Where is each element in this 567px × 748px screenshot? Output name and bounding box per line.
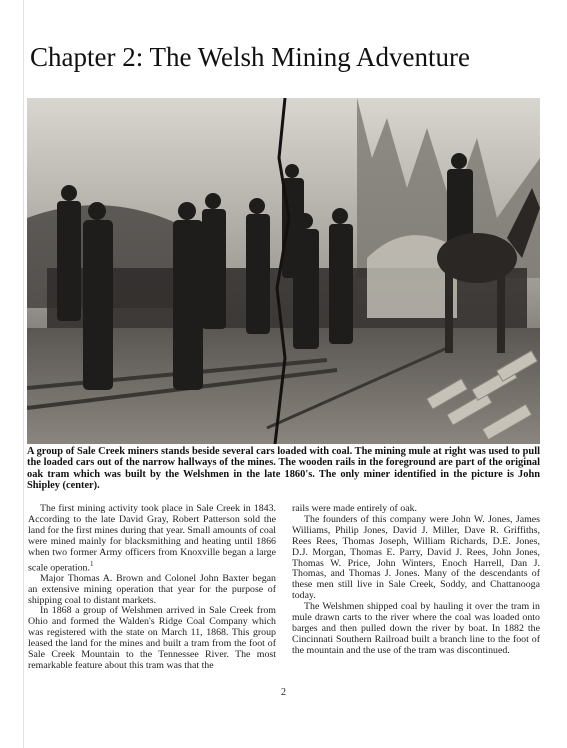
body-column-left (28, 504, 276, 672)
photo-caption: A group of Sale Creek miners stands beside several cars loaded with coal. The mining mule at right was used to pull the loaded cars out of the narrow hallways of the mines. The wooden rails in the foreground are part of the original oak tram which was built by the Welshmen in the late 1860's. The only miner identified in the picture is John Shipley (center). (27, 446, 540, 492)
historic-photo (27, 98, 540, 444)
body-column-right (292, 504, 540, 657)
paragraph: The founders of this company were John W. Jones, James Williams, Philip Jones, David J. Miller, Dave R. Griffiths, Rees Rees, Thomas Joseph, William Richards, D.E. Jones, D.J. Morgan, Thomas E. Parry, David J. Rees, John Jones, Thomas W. Price, John Winters, Enoch Harrell, Dan J. Thomas, and Thomas J. Jones. Many of the descendants of these men still live in Sale Creek, Soddy, and Chattanooga today. (292, 513, 540, 602)
page-number: 2 (281, 687, 286, 698)
paragraph: In 1868 a group of Welshmen arrived in Sale Creek from Ohio and formed the Walden's Ridge Coal Company which was registered with the state on March 11, 1868. This group leased the land for the mines and built a tram from the foot of Sale Creek Mountain to the Tennessee River. The most remarkable feature about this tram was that the (28, 605, 276, 671)
chapter-title: Chapter 2: The Welsh Mining Adventure (30, 42, 471, 72)
paragraph-text: The first mining activity took place in Sale Creek in 1843. According to the late David Gray, Robert Patterson sold the land for the first mines during that year. Small amounts of coal were mined mainly for blacksmithing and heating until 1866 when two former Army officers from Knoxville began a large scale operation. (28, 503, 276, 573)
paragraph: The Welshmen shipped coal by hauling it over the tram in mule drawn carts to the river where the coal was loaded onto barges and then pulled down the river by boat. In 1882 the Cincinnati Southern Railroad built a branch line to the foot of the mountain and the use of the tram was discontinued. (292, 601, 540, 656)
footnote-marker: 1 (89, 559, 94, 568)
paragraph (28, 504, 276, 574)
page-edge-line (23, 0, 24, 748)
paragraph: Major Thomas A. Brown and Colonel John Baxter began an extensive mining operation that year for the purpose of shipping coal to distant markets. (28, 572, 276, 606)
photo-illustration (27, 98, 540, 444)
paragraph-continued: rails were made entirely of oak. (292, 503, 418, 514)
